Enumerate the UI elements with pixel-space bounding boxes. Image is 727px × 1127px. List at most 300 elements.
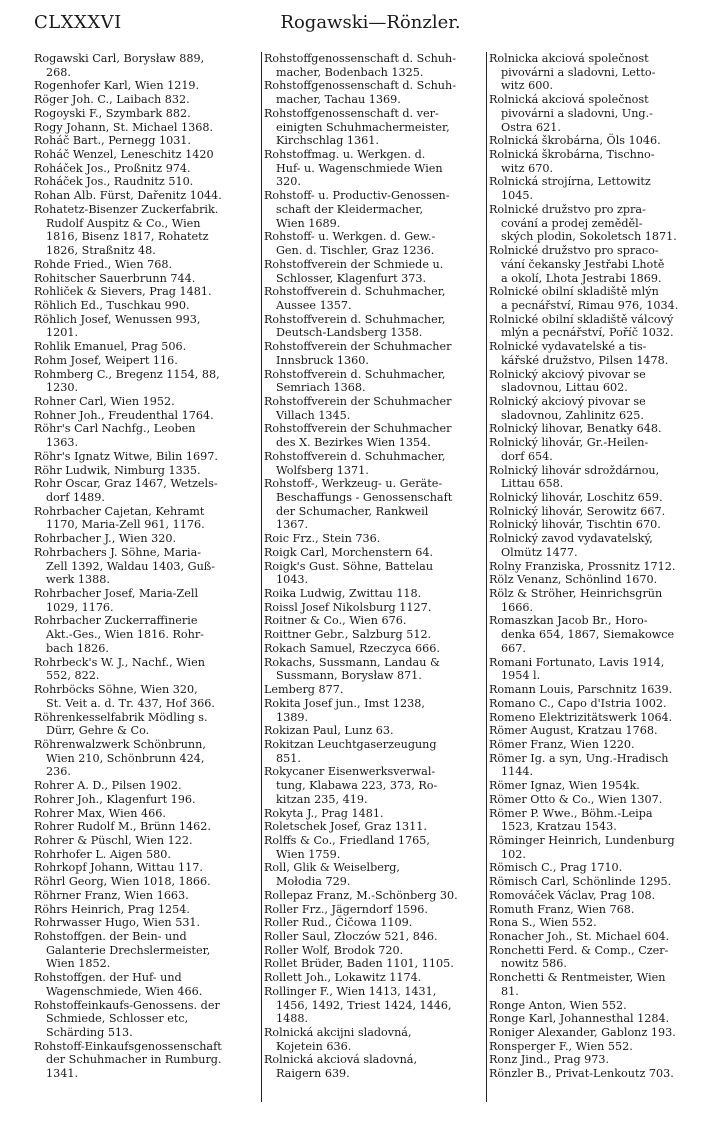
entry-continuation-line: 1341. — [46, 1067, 79, 1081]
entry-continuation-line: 320. — [276, 175, 301, 189]
entry-name-line: Romano C., Capo d'Istria 1002. — [489, 696, 667, 710]
entry-continuation-line: werk 1388. — [46, 573, 110, 587]
entry-continuation-line: dorf 1489. — [46, 491, 105, 504]
directory-entry — [34, 820, 258, 834]
entry-name-line: Rohrbacher Cajetan, Kehramt — [34, 504, 205, 518]
entry-continuation-line: 1488. — [276, 1012, 309, 1026]
directory-entry — [264, 107, 484, 148]
entry-name-line: Rokachs, Sussmann, Landau & — [264, 655, 440, 669]
entry-continuation-line: Schärding 513. — [46, 1026, 133, 1040]
entry-name-line: Rohstoff- u. Werkgen. d. Gew.- — [264, 230, 436, 244]
entry-continuation-line: 1389. — [276, 710, 309, 724]
directory-entry — [34, 546, 258, 587]
directory-entry — [34, 930, 258, 971]
entry-continuation-line: nowitz 586. — [501, 957, 567, 971]
directory-entry — [489, 491, 715, 505]
directory-entry — [34, 354, 258, 368]
directory-entry — [34, 971, 258, 998]
directory-entry — [264, 477, 484, 532]
directory-entry — [264, 601, 484, 615]
entry-name-line: Roniger Alexander, Gablonz 193. — [489, 1026, 676, 1040]
entry-continuation-line: St. Veit a. d. Tr. 437, Hof 366. — [46, 696, 215, 710]
directory-entry — [489, 422, 715, 436]
column-2 — [261, 52, 484, 1102]
entry-name-line: Roháč Wenzel, Leneschitz 1420 — [34, 148, 214, 162]
directory-entry — [489, 285, 715, 312]
entry-continuation-line: Akt.-Ges., Wien 1816. Rohr- — [46, 628, 204, 642]
entry-name-line: Roittner Gebr., Salzburg 512. — [264, 628, 432, 642]
directory-entry — [264, 395, 484, 422]
directory-entry — [489, 464, 715, 491]
entry-name-line: Roic Frz., Stein 736. — [264, 532, 381, 546]
page-header — [34, 12, 707, 38]
entry-continuation-line: Ostra 621. — [501, 120, 561, 134]
page-title: Rogawski—Rönzler. — [280, 12, 461, 33]
entry-name-line: Rohner Joh., Freudenthal 1764. — [34, 408, 214, 422]
entry-name-line: Rolnický akciový pivovar se — [489, 367, 646, 381]
entry-name-line: Rolnický lihovár, Tischtin 670. — [489, 518, 661, 532]
entry-continuation-line: mlýn a pecnářství, Poříč 1032. — [501, 326, 674, 340]
directory-entry — [489, 614, 715, 655]
directory-entry — [264, 930, 484, 944]
directory-entry — [34, 134, 258, 148]
directory-entry — [489, 518, 715, 532]
entry-name-line: Ronsperger F., Wien 552. — [489, 1039, 633, 1053]
entry-name-line: Röhrl Georg, Wien 1018, 1866. — [34, 875, 211, 889]
directory-entry — [264, 1026, 484, 1053]
entry-name-line: Roll, Glik & Weiselberg, — [264, 861, 400, 875]
directory-entry — [264, 285, 484, 312]
entry-continuation-line: Wien 1852. — [46, 957, 111, 971]
entry-continuation-line: Kirchschlag 1361. — [276, 134, 379, 148]
directory-entry — [264, 834, 484, 861]
entry-continuation-line: Dürr, Gehre & Co. — [46, 724, 150, 738]
directory-entry — [489, 999, 715, 1013]
directory-entry — [34, 903, 258, 917]
directory-entry — [489, 532, 715, 559]
directory-entry — [489, 436, 715, 463]
directory-entry — [264, 614, 484, 628]
entry-name-line: Römer Otto & Co., Wien 1307. — [489, 792, 663, 806]
entry-continuation-line: Villach 1345. — [276, 408, 351, 422]
directory-entry — [264, 985, 484, 1026]
directory-entry — [34, 450, 258, 464]
entry-name-line: Rölz Venanz, Schönlind 1670. — [489, 573, 658, 587]
directory-entry — [34, 79, 258, 93]
entry-continuation-line: 268. — [46, 65, 71, 79]
entry-name-line: Rolnický lihovár, Serowitz 667. — [489, 504, 666, 518]
entry-continuation-line: Olmütz 1477. — [501, 545, 578, 559]
entry-name-line: Rohrer A. D., Pilsen 1902. — [34, 779, 182, 793]
directory-entry — [34, 422, 258, 449]
entry-name-line: Romann Louis, Parschnitz 1639. — [489, 683, 673, 697]
entry-name-line: Rohlik Emanuel, Prag 506. — [34, 340, 187, 354]
entry-continuation-line: pivovárni a sladovni, Ung.- — [501, 106, 653, 120]
directory-entry — [264, 861, 484, 888]
entry-name-line: Romani Fortunato, Lavis 1914, — [489, 655, 665, 669]
directory-entry — [264, 807, 484, 821]
entry-continuation-line: sladovnou, Zahlinitz 625. — [501, 408, 644, 422]
directory-entry — [34, 587, 258, 614]
entry-name-line: Rogawski Carl, Borysław 889, — [34, 52, 205, 65]
entry-continuation-line: Galanterie Drechslermeister, — [46, 943, 211, 957]
directory-entry — [264, 683, 484, 697]
entry-continuation-line: denka 654, 1867, Siemakowce — [501, 628, 675, 642]
entry-continuation-line: schaft der Kleidermacher, — [276, 202, 424, 216]
entry-name-line: Rolnický lihovár, Loschitz 659. — [489, 491, 663, 504]
entry-name-line: Rollett Joh., Lokawitz 1174. — [264, 971, 422, 985]
entry-name-line: Rohrkopf Johann, Wittau 117. — [34, 861, 203, 875]
entry-name-line: Römer August, Kratzau 1768. — [489, 724, 658, 738]
entry-name-line: Rokyta J., Prag 1481. — [264, 806, 384, 820]
entry-name-line: Rohstoffmag. u. Werkgen. d. — [264, 148, 426, 162]
entry-name-line: Röminger Heinrich, Lundenburg — [489, 833, 675, 847]
directory-entry — [489, 573, 715, 587]
entry-name-line: Rolnické družstvo pro zpra- — [489, 202, 646, 216]
entry-name-line: Rohrwasser Hugo, Wien 531. — [34, 916, 201, 930]
directory-entry — [489, 903, 715, 917]
entry-name-line: Rolnický zavod vydavatelský, — [489, 532, 653, 546]
directory-entry — [34, 875, 258, 889]
directory-entry — [264, 697, 484, 724]
directory-entry — [34, 1040, 258, 1081]
directory-entry — [34, 409, 258, 423]
directory-entry — [34, 889, 258, 903]
entry-continuation-line: 667. — [501, 641, 526, 655]
entry-continuation-line: 236. — [46, 765, 71, 779]
directory-entry — [489, 244, 715, 285]
directory-entry — [489, 505, 715, 519]
entry-continuation-line: 1954 l. — [501, 669, 541, 683]
entry-name-line: Römer Ig. a syn, Ung.-Hradisch — [489, 751, 669, 765]
entry-continuation-line: 1666. — [501, 600, 534, 614]
directory-entry — [34, 258, 258, 272]
entry-continuation-line: kitzan 235, 419. — [276, 792, 368, 806]
entry-continuation-line: Gen. d. Tischler, Graz 1236. — [276, 244, 435, 258]
entry-name-line: Rohstoffgen. der Huf- und — [34, 971, 182, 985]
entry-name-line: Roitner & Co., Wien 676. — [264, 614, 407, 628]
entry-continuation-line: 1456, 1492, Triest 1424, 1446, — [276, 998, 452, 1012]
directory-entry — [264, 916, 484, 930]
entry-name-line: Roller Wolf, Brodok 720. — [264, 943, 404, 957]
entry-continuation-line: Wien 210, Schönbrunn 424, — [46, 751, 205, 765]
entry-name-line: Römer Ignaz, Wien 1954k. — [489, 779, 640, 793]
entry-name-line: Ronge Karl, Johannesthal 1284. — [489, 1012, 670, 1026]
directory-entry — [34, 299, 258, 313]
directory-entry — [489, 738, 715, 752]
entry-name-line: Roika Ludwig, Zwittau 118. — [264, 587, 422, 601]
entry-name-line: Rolnický lihovár sdroždárnou, — [489, 463, 660, 477]
directory-entry — [489, 395, 715, 422]
directory-entry — [489, 779, 715, 793]
entry-name-line: Rolnická akciová společnost — [489, 93, 649, 107]
entry-name-line: Rollinger F., Wien 1413, 1431, — [264, 984, 437, 998]
entry-name-line: Rolnicka akciová společnost — [489, 52, 649, 65]
entry-continuation-line: cování a prodej zeměděl- — [501, 216, 643, 230]
directory-entry — [264, 422, 484, 449]
directory-entry — [489, 1026, 715, 1040]
directory-entry — [489, 793, 715, 807]
entry-name-line: Rolnická strojírna, Lettowitz — [489, 175, 651, 189]
entry-name-line: Rohrbacher J., Wien 320. — [34, 532, 176, 546]
directory-entry — [264, 642, 484, 656]
entry-name-line: Ronge Anton, Wien 552. — [489, 998, 627, 1012]
entry-name-line: Rohrbacher Zuckerraffinerie — [34, 614, 198, 628]
directory-entry — [489, 711, 715, 725]
entry-name-line: Rohstoffverein der Schuhmacher — [264, 422, 452, 436]
directory-entry — [264, 340, 484, 367]
entry-name-line: Romeno Elektrizitätswerk 1064. — [489, 710, 673, 724]
entry-name-line: Röhrenwalzwerk Schönbrunn, — [34, 737, 206, 751]
entry-continuation-line: Huf- u. Wagenschmiede Wien — [276, 161, 443, 175]
entry-continuation-line: 1170, Maria-Zell 961, 1176. — [46, 518, 205, 532]
directory-entry — [264, 189, 484, 230]
entry-continuation-line: Raigern 639. — [276, 1067, 350, 1081]
entry-name-line: Roissl Josef Nikolsburg 1127. — [264, 600, 432, 614]
entry-name-line: Rohstoffverein der Schuhmacher — [264, 394, 452, 408]
entry-name-line: Lemberg 877. — [264, 683, 344, 697]
directory-entry — [264, 532, 484, 546]
directory-columns — [34, 52, 714, 1102]
entry-continuation-line: Schlosser, Klagenfurt 373. — [276, 271, 427, 285]
entry-name-line: Rohrböcks Söhne, Wien 320, — [34, 683, 198, 697]
entry-continuation-line: Schmiede, Schlosser etc, — [46, 1012, 189, 1026]
entry-name-line: Rohstoffverein der Schuhmacher — [264, 340, 452, 354]
entry-name-line: Rohstoffverein d. Schuhmacher, — [264, 312, 446, 326]
entry-name-line: Rohstoffgenossenschaft d. ver- — [264, 106, 439, 120]
entry-name-line: Rölz & Ströher, Heinrichsgrün — [489, 587, 663, 601]
entry-continuation-line: 81. — [501, 984, 519, 998]
directory-entry — [264, 587, 484, 601]
directory-entry — [264, 724, 484, 738]
entry-continuation-line: 1045. — [501, 189, 534, 203]
entry-continuation-line: 1029, 1176. — [46, 600, 114, 614]
directory-entry — [489, 683, 715, 697]
entry-name-line: Röhr Ludwik, Nimburg 1335. — [34, 463, 201, 477]
entry-continuation-line: macher, Bodenbach 1325. — [276, 65, 424, 79]
directory-entry — [34, 779, 258, 793]
directory-entry — [489, 1053, 715, 1067]
directory-entry — [489, 752, 715, 779]
directory-entry — [489, 807, 715, 834]
directory-entry — [34, 656, 258, 683]
directory-entry — [489, 861, 715, 875]
entry-name-line: Roller Rud., Čičowa 1109. — [264, 916, 413, 930]
directory-entry — [34, 711, 258, 738]
entry-continuation-line: einigten Schuhmachermeister, — [276, 120, 450, 134]
entry-continuation-line: 1816, Bisenz 1817, Rohatetz — [46, 230, 209, 244]
entry-name-line: Rollet Brüder, Baden 1101, 1105. — [264, 957, 454, 971]
entry-name-line: Römer P. Wwe., Böhm.-Leipa — [489, 806, 653, 820]
directory-entry — [34, 793, 258, 807]
entry-name-line: Römisch C., Prag 1710. — [489, 861, 623, 875]
entry-continuation-line: vání čekansky Jestřabi Lhotě — [501, 257, 665, 271]
entry-name-line: Rohrhofer L. Aigen 580. — [34, 847, 171, 861]
directory-entry — [264, 258, 484, 285]
entry-name-line: Rollepaz Franz, M.-Schönberg 30. — [264, 888, 458, 902]
directory-entry — [34, 834, 258, 848]
entry-continuation-line: Beschaffungs - Genossenschaft — [276, 491, 453, 504]
entry-name-line: Rohrbacher Josef, Maria-Zell — [34, 587, 199, 601]
entry-name-line: Roháček Jos., Raudnitz 510. — [34, 175, 194, 189]
entry-continuation-line: 851. — [276, 751, 301, 765]
entry-name-line: Röhrner Franz, Wien 1663. — [34, 888, 189, 902]
directory-entry — [264, 52, 484, 79]
entry-name-line: Rogenhofer Karl, Wien 1219. — [34, 79, 200, 93]
entry-name-line: Rohstoffgenossenschaft d. Schuh- — [264, 79, 456, 93]
directory-entry — [34, 395, 258, 409]
entry-name-line: Rohner Carl, Wien 1952. — [34, 394, 175, 408]
directory-entry — [489, 1040, 715, 1054]
directory-entry — [264, 738, 484, 765]
entry-continuation-line: Semriach 1368. — [276, 381, 366, 395]
entry-continuation-line: Littau 658. — [501, 477, 564, 491]
directory-entry — [34, 121, 258, 135]
directory-entry — [489, 944, 715, 971]
directory-entry — [264, 889, 484, 903]
entry-continuation-line: 102. — [501, 847, 526, 861]
entry-name-line: Rohan Alb. Fürst, Dařenitz 1044. — [34, 189, 222, 203]
entry-name-line: Rohstoffverein d. Schuhmacher, — [264, 285, 446, 299]
column-1 — [34, 52, 258, 1102]
entry-name-line: Rogoyski F., Szymbark 882. — [34, 106, 191, 120]
entry-name-line: Rohstoffgen. der Bein- und — [34, 930, 187, 943]
entry-continuation-line: Deutsch-Landsberg 1358. — [276, 326, 423, 340]
entry-continuation-line: Wagenschmiede, Wien 466. — [46, 984, 203, 998]
entry-name-line: Ronacher Joh., St. Michael 604. — [489, 930, 670, 943]
directory-entry — [264, 560, 484, 587]
entry-name-line: Röhr's Carl Nachfg., Leoben — [34, 422, 196, 436]
entry-name-line: Romuth Franz, Wien 768. — [489, 902, 635, 916]
directory-entry — [489, 930, 715, 944]
entry-continuation-line: Wolfsberg 1371. — [276, 463, 369, 477]
entry-name-line: Rohitscher Sauerbrunn 744. — [34, 271, 196, 285]
entry-continuation-line: Innsbruck 1360. — [276, 353, 369, 367]
entry-name-line: Rohstoffgenossenschaft d. Schuh- — [264, 52, 456, 65]
entry-continuation-line: 1201. — [46, 326, 79, 340]
entry-name-line: Rohrer & Püschl, Wien 122. — [34, 833, 193, 847]
directory-entry — [489, 656, 715, 683]
column-3 — [486, 52, 715, 1102]
entry-name-line: Rohr Oscar, Graz 1467, Wetzels- — [34, 477, 218, 491]
directory-entry — [264, 656, 484, 683]
entry-continuation-line: 1043. — [276, 573, 309, 587]
directory-entry — [489, 834, 715, 861]
directory-entry — [34, 203, 258, 258]
directory-entry — [264, 148, 484, 189]
entry-name-line: Rohrbeck's W. J., Nachf., Wien — [34, 655, 205, 669]
entry-name-line: Rolnické obilní skladiště mlýn — [489, 285, 659, 299]
directory-entry — [34, 861, 258, 875]
entry-name-line: Romaszkan Jacob Br., Horo- — [489, 614, 648, 628]
directory-entry — [264, 903, 484, 917]
directory-entry — [264, 313, 484, 340]
entry-name-line: Rolnická akcijni sladovná, — [264, 1026, 412, 1040]
directory-entry — [489, 52, 715, 93]
directory-entry — [34, 464, 258, 478]
directory-entry — [34, 477, 258, 504]
entry-name-line: Ronchetti Ferd. & Comp., Czer- — [489, 943, 669, 957]
directory-entry — [489, 203, 715, 244]
directory-entry — [489, 916, 715, 930]
directory-entry — [264, 79, 484, 106]
entry-name-line: Rokycaner Eisenwerksverwal- — [264, 765, 436, 779]
page-number: CLXXXVI — [34, 12, 122, 33]
entry-name-line: Roigk Carl, Morchenstern 64. — [264, 545, 434, 559]
directory-entry — [489, 587, 715, 614]
entry-name-line: Roigk's Gust. Söhne, Battelau — [264, 559, 434, 573]
directory-entry — [34, 340, 258, 354]
directory-entry — [489, 148, 715, 175]
entry-name-line: Rönzler B., Privat-Lenkoutz 703. — [489, 1067, 674, 1081]
entry-continuation-line: Wien 1759. — [276, 847, 341, 861]
directory-entry — [264, 957, 484, 971]
directory-entry — [34, 175, 258, 189]
entry-name-line: Rolnické obilní skladiště válcový — [489, 312, 674, 326]
entry-name-line: Röger Joh. C., Laibach 832. — [34, 93, 190, 107]
directory-entry — [34, 162, 258, 176]
directory-entry — [264, 628, 484, 642]
entry-name-line: Rohstoff-Einkaufsgenossenschaft — [34, 1039, 222, 1053]
entry-continuation-line: der Schuhmacher in Rumburg. — [46, 1053, 222, 1067]
entry-continuation-line: 552, 822. — [46, 669, 100, 683]
entry-name-line: Rohstoffverein d. Schuhmacher, — [264, 367, 446, 381]
directory-entry — [34, 505, 258, 532]
entry-name-line: Röhrenkesselfabrik Mödling s. — [34, 710, 208, 724]
directory-entry — [34, 848, 258, 862]
directory-entry — [34, 738, 258, 779]
directory-entry — [489, 175, 715, 202]
directory-entry — [489, 697, 715, 711]
directory-entry — [489, 93, 715, 134]
directory-entry — [34, 107, 258, 121]
entry-name-line: Rohstoff-, Werkzeug- u. Geräte- — [264, 477, 443, 491]
entry-name-line: Rolnická škrobárna, Tischno- — [489, 148, 655, 162]
entry-continuation-line: kářské družstvo, Pilsen 1478. — [501, 353, 669, 367]
directory-entry — [34, 614, 258, 655]
entry-name-line: Roháč Bart., Pernegg 1031. — [34, 134, 191, 148]
entry-name-line: Rokizan Paul, Lunz 63. — [264, 724, 394, 738]
entry-name-line: Rohrbachers J. Söhne, Maria- — [34, 545, 202, 559]
entry-continuation-line: pivovárni a sladovni, Letto- — [501, 65, 656, 79]
entry-name-line: Ronz Jind., Prag 973. — [489, 1053, 610, 1067]
entry-name-line: Ronchetti & Rentmeister, Wien — [489, 971, 666, 985]
directory-entry — [489, 1067, 715, 1081]
directory-entry — [489, 368, 715, 395]
entry-name-line: Rolffs & Co., Friedland 1765, — [264, 833, 430, 847]
entry-name-line: Rohstoff- u. Productiv-Genossen- — [264, 189, 450, 203]
directory-entry — [264, 368, 484, 395]
directory-entry — [34, 272, 258, 286]
entry-name-line: Rohm Josef, Weipert 116. — [34, 353, 178, 367]
directory-entry — [34, 683, 258, 710]
entry-continuation-line: 1230. — [46, 381, 79, 395]
entry-continuation-line: Wien 1689. — [276, 216, 341, 230]
directory-entry — [264, 820, 484, 834]
entry-continuation-line: witz 600. — [501, 79, 554, 93]
directory-entry — [264, 944, 484, 958]
entry-name-line: Roller Saul, Złoczów 521, 846. — [264, 930, 438, 943]
directory-entry — [34, 916, 258, 930]
entry-name-line: Rolnické vydavatelské a tis- — [489, 340, 647, 354]
directory-entry — [34, 368, 258, 395]
directory-entry — [489, 560, 715, 574]
entry-continuation-line: tung, Klabawa 223, 373, Ro- — [276, 779, 438, 793]
entry-name-line: Römer Franz, Wien 1220. — [489, 737, 635, 751]
entry-name-line: Röhr's Ignatz Witwe, Bilin 1697. — [34, 449, 218, 463]
entry-name-line: Rohrer Joh., Klagenfurt 196. — [34, 792, 196, 806]
directory-entry — [264, 546, 484, 560]
